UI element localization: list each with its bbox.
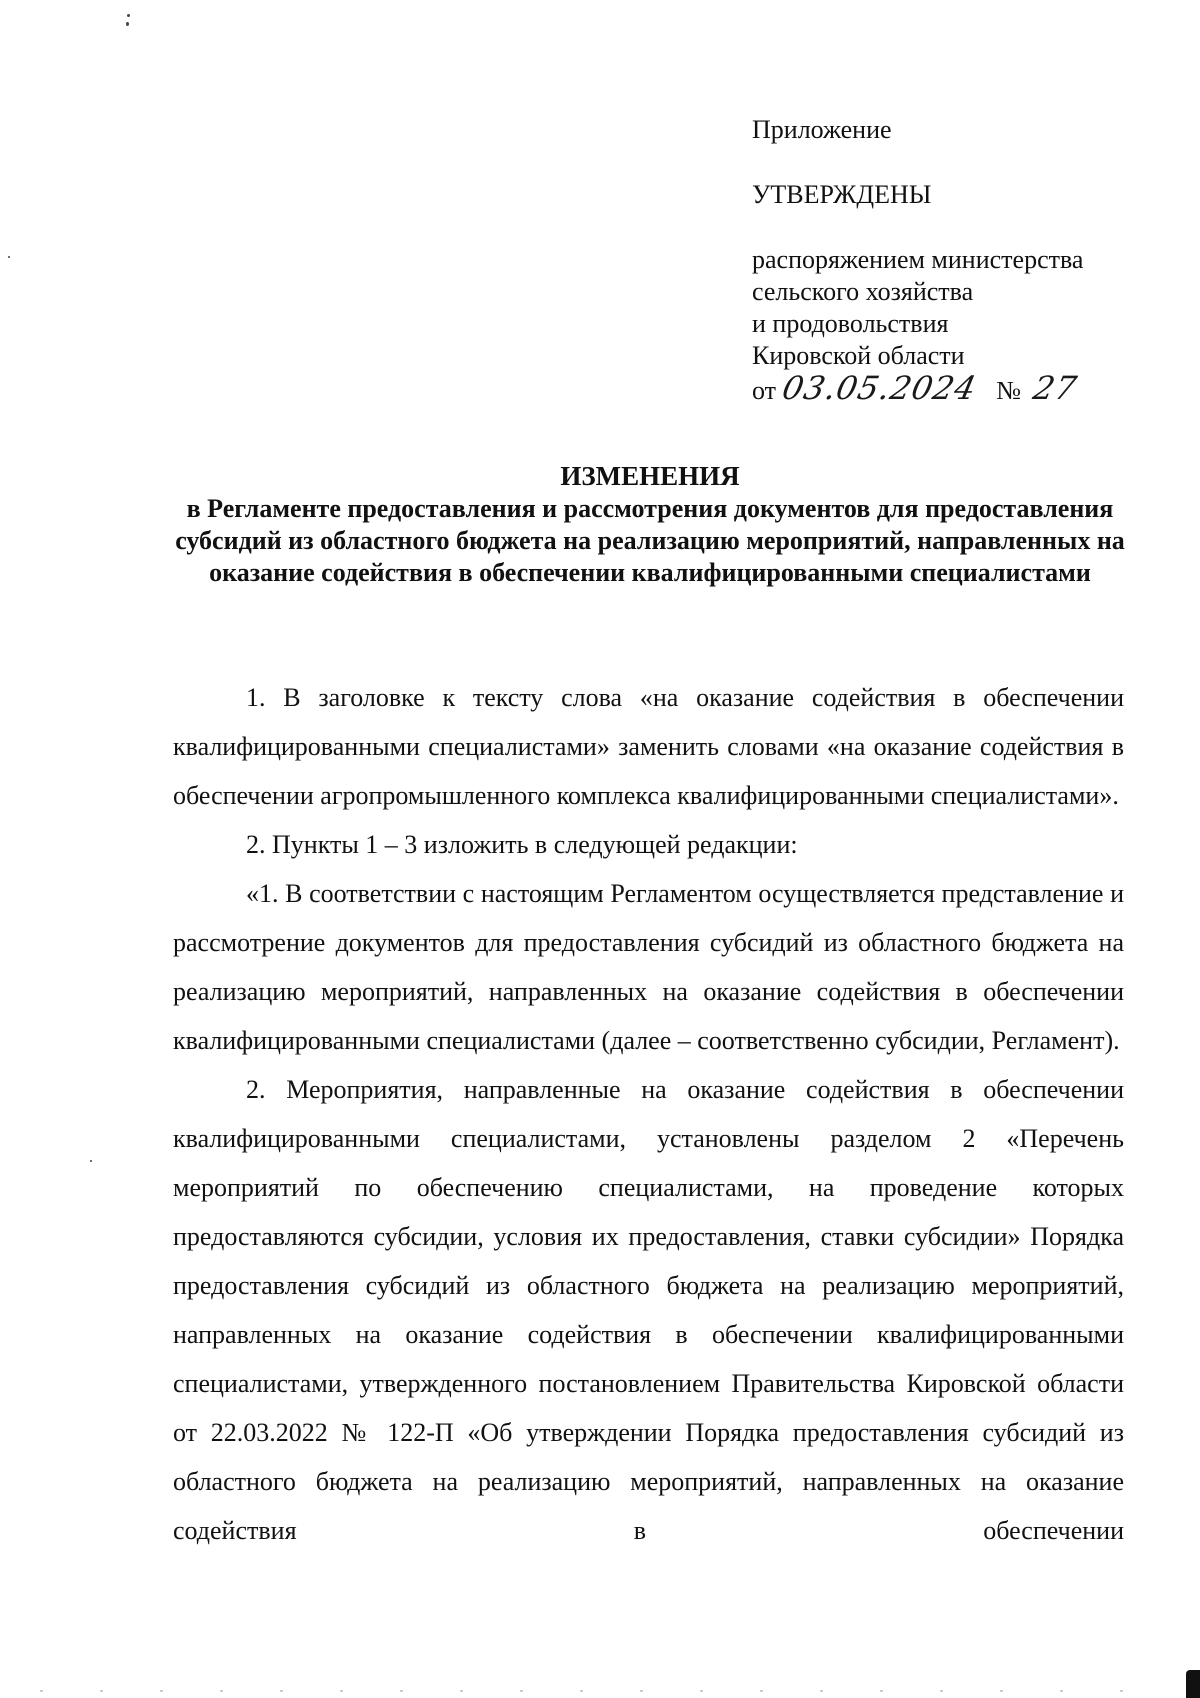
- approval-date-line: [752, 369, 1172, 407]
- title-heading: ИЗМЕНЕНИЯ: [560, 461, 740, 491]
- handwritten-number: 27: [1029, 369, 1081, 407]
- approval-line-1: распоряжением министерства: [752, 245, 1084, 274]
- date-prefix: от: [752, 376, 777, 405]
- scan-speck: [8, 256, 10, 258]
- appendix-label: Приложение: [752, 115, 892, 144]
- approval-line-2: сельского хозяйства: [752, 277, 974, 306]
- paragraph-4: 2. Мероприятия, направленные на оказание содействия в обеспечении квалифицированными специалистами, установлены разделом 2 «Перечень мероприятий по обеспечению специалистами, на проведение которых предоставляются субсидии, условия их предоставления, ставки субсидии» Порядка предоставления субсидий из областного бюджета на реализацию мероприятий, направленных на оказание содействия в обеспечении квалифицированными специалистами, утвержденного постановлением Правительства Кировской области от 22.03.2022 № 122-П «Об утверждении Порядка предоставления субсидий из областного бюджета на реализацию мероприятий, направленных на оказание содействия в обеспечении: [173, 1075, 1124, 1545]
- scan-speck: [90, 1160, 92, 1162]
- paragraph-3: «1. В соответствии с настоящим Регламентом осуществляется представление и рассмотрение документов для предоставления субсидий из областного бюджета на реализацию мероприятий, направленных на оказание содействия в обеспечении квалифицированными специалистами (далее – соответственно субсидии, Регламент).: [173, 879, 1124, 1055]
- number-sign: №: [996, 376, 1022, 405]
- approval-line-3: и продовольствия: [752, 309, 949, 338]
- scan-corner-mark: [1186, 1670, 1200, 1698]
- scan-speck: [126, 22, 129, 26]
- approval-block: [752, 114, 1172, 407]
- scan-edge-noise: [40, 1690, 1140, 1692]
- approval-line-4: Кировской области: [752, 341, 965, 370]
- approved-label: УТВЕРЖДЕНЫ: [752, 180, 932, 209]
- handwritten-date: 03.05.2024: [778, 369, 980, 407]
- document-title: [160, 460, 1140, 589]
- title-subtitle: в Регламенте предоставления и рассмотрения документов для предоставления субсидий из областного бюджета на реализацию мероприятий, направленных на оказание содействия в обеспечении квалифицированными специалистами: [175, 494, 1125, 587]
- document-body: [173, 673, 1124, 1555]
- paragraph-2: 2. Пункты 1 – 3 изложить в следующей редакции:: [246, 830, 798, 859]
- paragraph-1: 1. В заголовке к тексту слова «на оказание содействия в обеспечении квалифицированными специалистами» заменить словами «на оказание содействия в обеспечении агропромышленного комплекса квалифицированными специалистами».: [173, 683, 1124, 810]
- scan-speck: [127, 14, 130, 17]
